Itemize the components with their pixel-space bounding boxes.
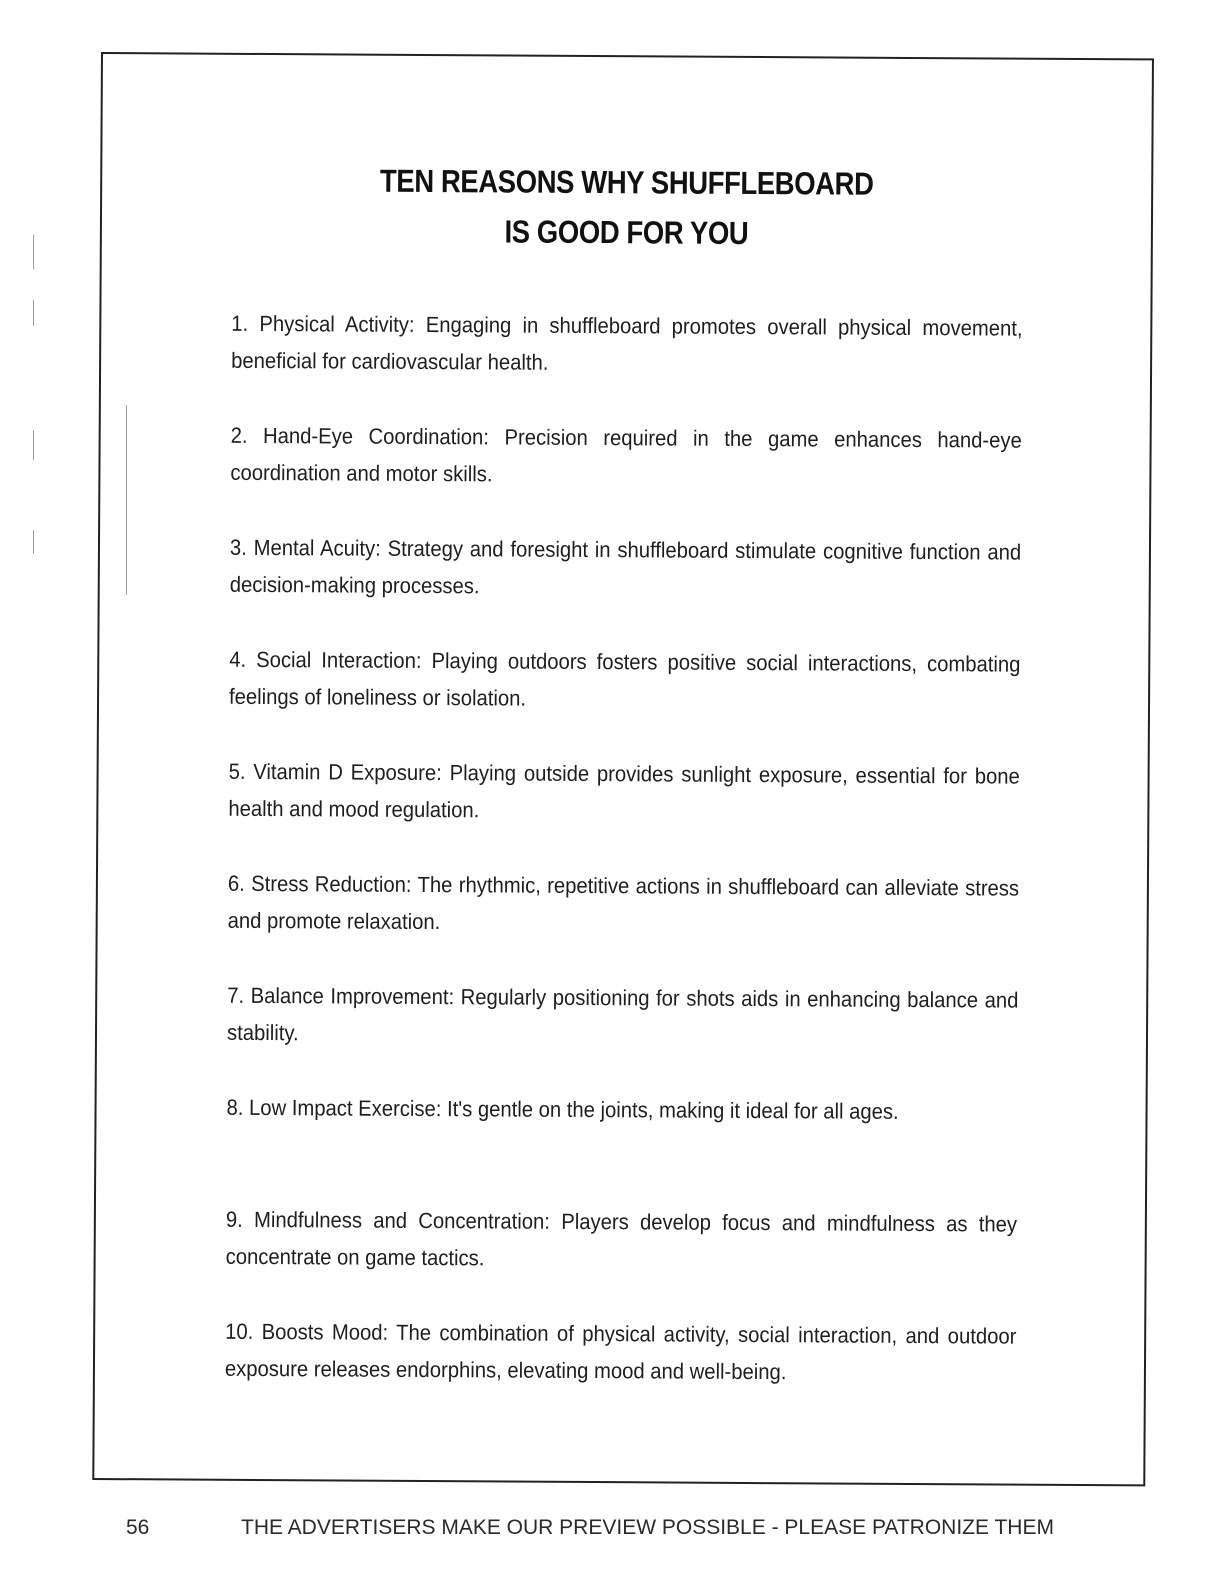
reason-item <box>229 641 1021 758</box>
title-line-2: IS GOOD FOR YOU <box>504 213 749 251</box>
reason-heading: 6. Stress Reduction: <box>227 870 412 897</box>
page-border <box>92 52 1154 1486</box>
reason-item <box>225 1201 1017 1318</box>
footer-notice: THE ADVERTISERS MAKE OUR PREVIEW POSSIBLE - PLEASE PATRONIZE THEM <box>241 1516 1054 1539</box>
reason-text: Precision required in the game enhances hand-eye coordination and motor skills. <box>230 424 1022 487</box>
reason-heading: 3. Mental Acuity: <box>229 534 381 561</box>
page-title <box>175 154 1078 260</box>
reason-item <box>227 865 1019 982</box>
reason-text: It's gentle on the joints, making it ideal for all ages. <box>441 1096 899 1124</box>
reason-text: Playing outside provides sunlight exposure, essential for bone health and mood regulation. <box>228 760 1020 823</box>
reason-item <box>231 305 1023 422</box>
reason-item <box>227 977 1019 1094</box>
reason-item <box>229 529 1021 646</box>
reason-item <box>226 1089 1018 1206</box>
reason-text: The rhythmic, repetitive actions in shuffleboard can alleviate stress and promote relaxation. <box>227 871 1020 935</box>
reason-text: Strategy and foresight in shuffleboard stimulate cognitive function and decision-making processes. <box>229 535 1022 599</box>
reason-item <box>225 1313 1017 1430</box>
page-footer <box>0 1512 1224 1552</box>
reason-item <box>228 753 1020 870</box>
reason-heading: 5. Vitamin D Exposure: <box>228 758 442 786</box>
reasons-list <box>225 305 1022 1430</box>
reason-heading: 4. Social Interaction: <box>229 646 422 673</box>
title-line-1: TEN REASONS WHY SHUFFLEBOARD <box>379 162 874 202</box>
reason-heading: 9. Mindfulness and Concentration: <box>225 1206 551 1234</box>
reason-text: Players develop focus and mindfulness as they concentrate on game tactics. <box>225 1208 1018 1271</box>
reason-text: Regularly positioning for shots aids in enhancing balance and stability. <box>226 984 1019 1046</box>
reason-heading: 2. Hand-Eye Coordination: <box>230 422 490 450</box>
reason-heading: 1. Physical Activity: <box>231 310 415 337</box>
reason-item <box>230 417 1022 534</box>
page-number: 56 <box>126 1516 150 1539</box>
reason-heading: 10. Boosts Mood: <box>225 1318 389 1345</box>
reason-text: Playing outdoors fosters positive social interactions, combating feelings of loneliness or isolation. <box>228 647 1021 711</box>
reason-heading: 8. Low Impact Exercise: <box>226 1094 442 1122</box>
reason-text: The combination of physical activity, social interaction, and outdoor exposure releases endorphins, elevating mood and well-being. <box>224 1319 1017 1385</box>
reason-text: Engaging in shuffleboard promotes overall physical movement, beneficial for cardiovascular health. <box>231 311 1023 375</box>
reason-heading: 7. Balance Improvement: <box>227 982 455 1010</box>
